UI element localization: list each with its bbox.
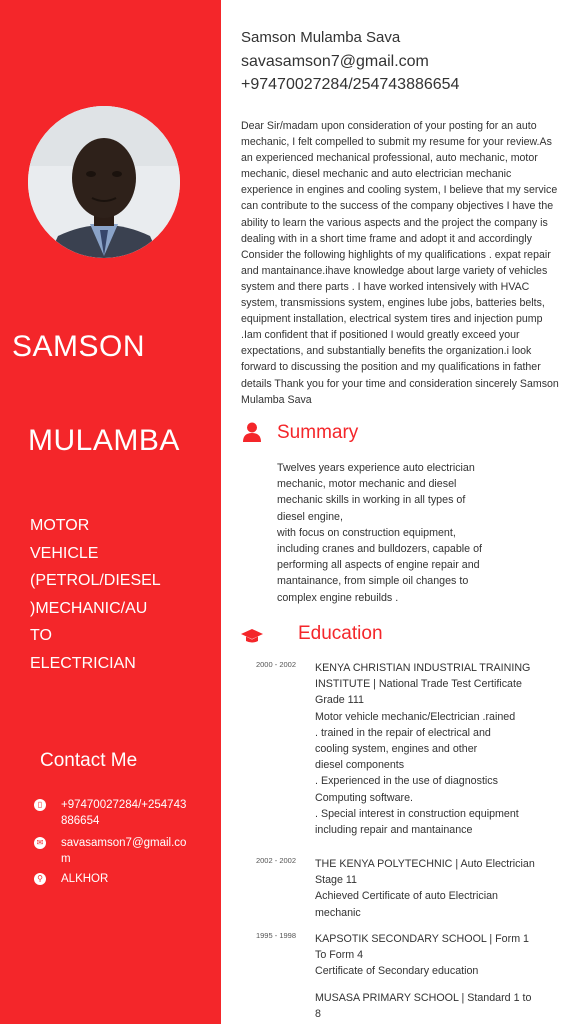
- last-name: MULAMBA: [28, 424, 180, 457]
- header: [241, 26, 459, 97]
- first-name: SAMSON: [12, 330, 146, 363]
- header-email: savasamson7@gmail.com: [241, 52, 429, 70]
- profile-photo: [28, 106, 180, 258]
- email-icon: ✉: [34, 837, 46, 849]
- header-phone: +97470027284/254743886654: [241, 76, 460, 93]
- contact-phone: [34, 797, 194, 829]
- education-years: 2000 - 2002: [255, 660, 297, 669]
- summary-text: Twelves years experience auto electrician mechanic, motor mechanic and diesel mechanic skills in working in all types of diesel engine, with focus on construction equipment, including cranes and bulldozers, capable of performing all aspects of engine repair and mantainance, from simple oil changes to complex engine rebuilds .: [277, 462, 482, 604]
- graduation-cap-icon: [241, 628, 263, 644]
- contact-location: [34, 871, 194, 887]
- job-title-line: MOTOR: [30, 517, 90, 534]
- summary-title: Summary: [277, 422, 359, 443]
- person-icon: [243, 422, 261, 442]
- contact-phone-text: +97470027284/+254743 886654: [61, 799, 187, 827]
- job-title-line: TO: [30, 627, 52, 644]
- sidebar: [0, 0, 221, 1024]
- job-title-line: )MECHANIC/AU: [30, 599, 148, 617]
- education-years: 2002 - 2002: [255, 856, 297, 865]
- education-title: Education: [298, 623, 383, 644]
- education-details: MUSASA PRIMARY SCHOOL | Standard 1 to 8: [315, 992, 532, 1021]
- education-years: 1995 - 1998: [255, 931, 297, 940]
- job-title: [30, 512, 210, 677]
- contact-heading: Contact Me: [40, 750, 138, 771]
- contact-email-text: savasamson7@gmail.com: [61, 837, 187, 865]
- phone-icon: ▯: [34, 799, 46, 811]
- education-details: KENYA CHRISTIAN INDUSTRIAL TRAINING INSTITUTE | National Trade Test Certificate Grade 111 Motor vehicle mechanic/Electrician .rained . trained in the repair of electrical and cooling system, engines and other diesel components . Experienced in the use of diagnostics Computing software. . Special interest in construction equipment including repair and mantainance: [315, 662, 531, 837]
- cover-letter: Dear Sir/madam upon consideration of your posting for an auto mechanic, I felt compelled to submit my resume for your review.As an experienced mechanical professional, auto mechanic, motor mechanic, diesel mechanic and auto electrician mechanic experience in engines and cooling system, I believe that my service can contribute to the success of the company objectives I have the ability to learn the various aspects and the project the company is dealing with in a short time frame and adopt it and accordingly Consider the following highlights of my qualifications . expat repair and mantainance.ihave knowledge about large variety of vehicles system and there parts . I have worked intensively with HVAC system, transmissions system, engines lube jobs, batteries belts, equipment installation, electrical system tires and injection pump .Iam confident that if positioned I would greatly exceed your expectations, and substantially benefits the organization.i look forward to discussing the position and my qualifications in father details Thank you for your time and consideration sincerely Samson Mulamba Sava: [241, 120, 559, 406]
- header-name: Samson Mulamba Sava: [241, 29, 401, 46]
- location-icon: ⚲: [34, 873, 46, 885]
- job-title-line: (PETROL/DIESEL: [30, 572, 161, 589]
- contact-location-text: ALKHOR: [61, 873, 109, 885]
- job-title-line: VEHICLE: [30, 544, 99, 562]
- contact-email: [34, 835, 194, 867]
- education-details: THE KENYA POLYTECHNIC | Auto Electrician Stage 11 Achieved Certificate of auto Electrician mechanic: [315, 858, 535, 919]
- education-details: KAPSOTIK SECONDARY SCHOOL | Form 1 To Form 4 Certificate of Secondary education: [315, 933, 530, 978]
- job-title-line: ELECTRICIAN: [30, 654, 136, 672]
